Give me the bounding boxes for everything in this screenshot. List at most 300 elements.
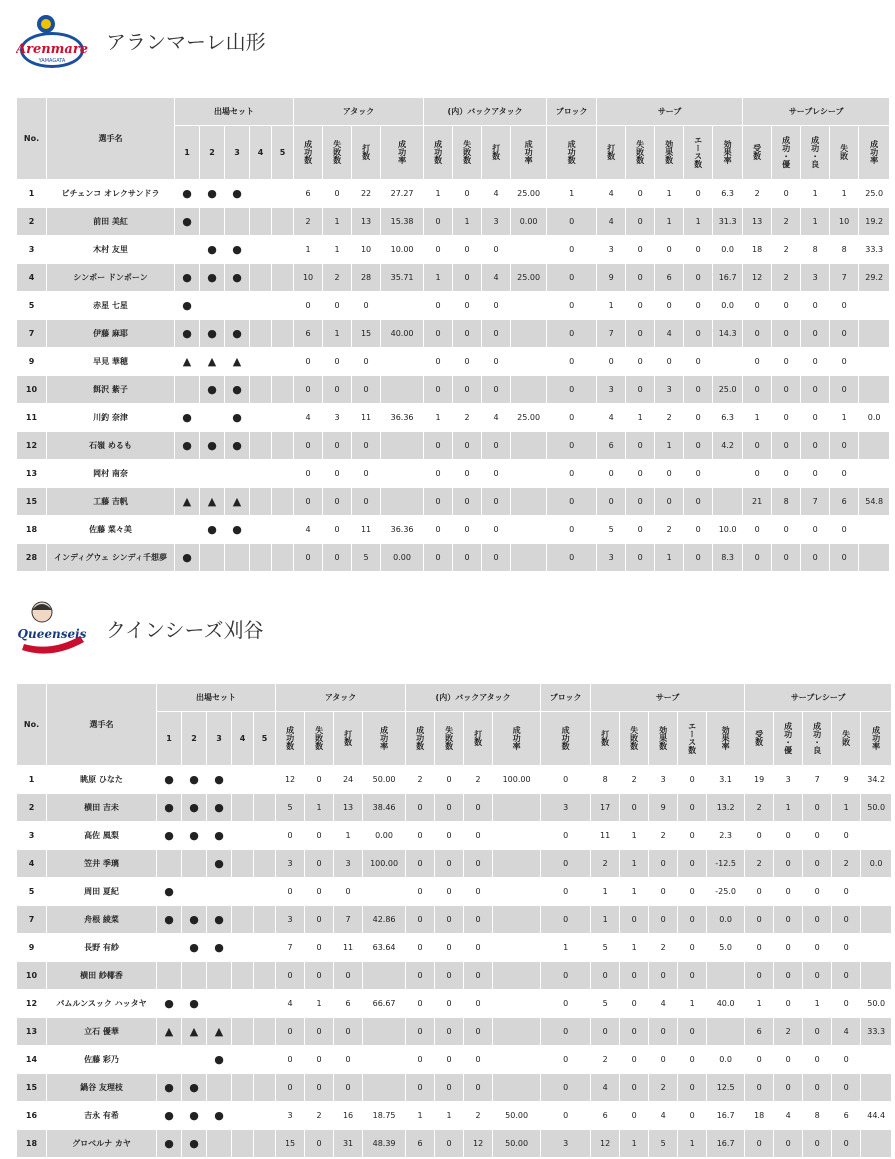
player-number: 10 [17, 962, 47, 990]
attack-cell: 4 [294, 516, 323, 544]
serve-cell: 0 [678, 822, 707, 850]
set-mark: ● [207, 1102, 232, 1130]
attack-cell: 1 [334, 822, 363, 850]
serve-cell: 12 [591, 1130, 620, 1158]
set-mark [250, 516, 272, 544]
player-name: 横田 紗椰香 [47, 962, 157, 990]
player-number: 14 [17, 1046, 47, 1074]
set-mark [225, 292, 250, 320]
receive-cell: 0 [803, 1074, 832, 1102]
set-mark [250, 180, 272, 208]
receive-cell [859, 460, 890, 488]
serve-cell: 0 [684, 404, 713, 432]
receive-cell: 19 [745, 766, 774, 794]
header-stat-label: 打数 [491, 143, 501, 160]
attack-cell: 0 [334, 1018, 363, 1046]
header-group: アタック [294, 98, 424, 126]
set-mark: ● [200, 516, 225, 544]
player-number: 3 [17, 236, 47, 264]
set-mark: ● [175, 180, 200, 208]
set-mark [250, 488, 272, 516]
attack-cell: 6 [294, 180, 323, 208]
serve-cell: 4 [649, 1102, 678, 1130]
receive-cell: 0 [745, 1074, 774, 1102]
set-mark: ● [175, 544, 200, 572]
receive-cell: 0 [774, 1074, 803, 1102]
attack-cell: 15 [352, 320, 381, 348]
receive-cell: 0 [745, 962, 774, 990]
receive-cell [861, 822, 892, 850]
header-set: 5 [272, 126, 294, 180]
attack-cell: 0 [352, 432, 381, 460]
serve-cell: 6 [655, 264, 684, 292]
header-stat [493, 712, 541, 766]
receive-cell: 34.2 [861, 766, 892, 794]
serve-cell: 0 [684, 488, 713, 516]
set-mark [232, 850, 254, 878]
header-group: ブロック [541, 684, 591, 712]
serve-cell: 6.3 [713, 180, 743, 208]
table-row [17, 878, 892, 906]
attack-cell: 0 [294, 376, 323, 404]
player-number: 5 [17, 878, 47, 906]
back-cell: 0 [464, 990, 493, 1018]
attack-cell: 0 [323, 348, 352, 376]
serve-cell: 0 [655, 488, 684, 516]
serve-cell: 2 [620, 766, 649, 794]
serve-cell: 3 [597, 544, 626, 572]
set-mark: ● [225, 264, 250, 292]
attack-cell: 3 [276, 850, 305, 878]
set-mark [175, 236, 200, 264]
attack-cell [381, 348, 424, 376]
serve-cell: 1 [597, 292, 626, 320]
serve-cell: 1 [620, 850, 649, 878]
attack-cell [363, 962, 406, 990]
receive-cell: 0 [803, 906, 832, 934]
back-cell [493, 878, 541, 906]
table-row [17, 544, 890, 572]
set-mark [250, 320, 272, 348]
set-mark [254, 906, 276, 934]
serve-cell: 0 [626, 208, 655, 236]
set-mark: ● [207, 934, 232, 962]
header-stat [861, 712, 892, 766]
header-group: サーブ [591, 684, 745, 712]
set-mark: ● [225, 320, 250, 348]
back-cell: 0 [453, 180, 482, 208]
header-stat-label: 成功・優 [781, 135, 791, 168]
block-cell: 0 [541, 906, 591, 934]
header-stat [305, 712, 334, 766]
receive-cell: 0 [772, 348, 801, 376]
back-cell: 0 [464, 1074, 493, 1102]
attack-cell: 0 [305, 766, 334, 794]
set-mark: ● [200, 320, 225, 348]
header-stat-label: 成功数 [567, 139, 577, 164]
receive-cell: 0 [772, 432, 801, 460]
attack-cell: 6 [294, 320, 323, 348]
back-cell: 0 [424, 544, 453, 572]
attack-cell: 2 [323, 264, 352, 292]
player-name: 長野 有紗 [47, 934, 157, 962]
serve-cell [707, 1018, 745, 1046]
attack-cell: 2 [305, 1102, 334, 1130]
attack-cell: 11 [352, 516, 381, 544]
header-stat-label: 効果数 [664, 139, 674, 164]
header-stat [684, 126, 713, 180]
set-mark [232, 990, 254, 1018]
back-cell: 0 [482, 432, 511, 460]
set-mark: ● [175, 264, 200, 292]
back-cell: 0 [406, 1074, 435, 1102]
attack-cell: 0 [294, 348, 323, 376]
table-row [17, 516, 890, 544]
serve-cell: 12.5 [707, 1074, 745, 1102]
receive-cell: 1 [832, 794, 861, 822]
back-cell: 0.00 [511, 208, 547, 236]
player-name: 伊藤 麻耶 [47, 320, 175, 348]
set-mark: ● [157, 878, 182, 906]
table-row [17, 850, 892, 878]
serve-cell: 5.0 [707, 934, 745, 962]
serve-cell: 0 [684, 376, 713, 404]
player-name: 佐藤 彩乃 [47, 1046, 157, 1074]
player-number: 13 [17, 1018, 47, 1046]
serve-cell: 3 [597, 376, 626, 404]
serve-cell: 2 [591, 850, 620, 878]
serve-cell: 0 [678, 850, 707, 878]
receive-cell: 6 [745, 1018, 774, 1046]
receive-cell: 0 [832, 1130, 861, 1158]
serve-cell: 4 [597, 404, 626, 432]
serve-cell: 0 [684, 320, 713, 348]
block-cell: 0 [541, 1046, 591, 1074]
set-mark: ● [182, 934, 207, 962]
set-mark: ● [225, 180, 250, 208]
attack-cell: 48.39 [363, 1130, 406, 1158]
serve-cell [713, 460, 743, 488]
set-mark [207, 1130, 232, 1158]
serve-cell: 0 [678, 934, 707, 962]
set-mark [250, 404, 272, 432]
attack-cell: 0 [323, 432, 352, 460]
attack-cell: 4 [276, 990, 305, 1018]
back-cell: 0 [464, 850, 493, 878]
receive-cell: 0 [774, 990, 803, 1018]
receive-cell: 1 [803, 990, 832, 1018]
header-group: アタック [276, 684, 406, 712]
stats-table [16, 97, 890, 572]
header-stat [424, 126, 453, 180]
set-mark [232, 962, 254, 990]
serve-cell: 1 [620, 878, 649, 906]
block-cell: 3 [541, 1130, 591, 1158]
serve-cell: 13.2 [707, 794, 745, 822]
serve-cell: 0 [626, 320, 655, 348]
player-number: 2 [17, 794, 47, 822]
player-number: 1 [17, 766, 47, 794]
player-number: 3 [17, 822, 47, 850]
attack-cell: 0 [323, 180, 352, 208]
attack-cell: 0 [305, 1074, 334, 1102]
player-name: 眺原 ひなた [47, 766, 157, 794]
back-cell: 0 [482, 320, 511, 348]
set-mark [157, 962, 182, 990]
serve-cell: 1 [655, 208, 684, 236]
back-cell: 0 [424, 516, 453, 544]
attack-cell: 6 [334, 990, 363, 1018]
back-cell [511, 516, 547, 544]
set-mark [272, 320, 294, 348]
set-mark [254, 878, 276, 906]
set-mark: ● [200, 236, 225, 264]
receive-cell: 0 [801, 292, 830, 320]
set-mark [272, 488, 294, 516]
attack-cell: 16 [334, 1102, 363, 1130]
set-mark: ● [182, 766, 207, 794]
set-mark: ● [200, 432, 225, 460]
set-mark: ● [175, 432, 200, 460]
block-cell: 0 [541, 1074, 591, 1102]
attack-cell: 7 [276, 934, 305, 962]
set-mark [225, 208, 250, 236]
attack-cell: 50.00 [363, 766, 406, 794]
back-cell: 0 [453, 292, 482, 320]
player-name: 岡村 南奈 [47, 460, 175, 488]
table-row [17, 460, 890, 488]
serve-cell: 1 [591, 878, 620, 906]
set-mark [225, 544, 250, 572]
header-group: (内）バックアタック [406, 684, 541, 712]
header-stat [745, 712, 774, 766]
serve-cell: 0 [620, 962, 649, 990]
set-mark [157, 934, 182, 962]
block-cell: 0 [547, 460, 597, 488]
player-number: 12 [17, 432, 47, 460]
header-stat [591, 712, 620, 766]
receive-cell [859, 544, 890, 572]
receive-cell: 9 [832, 766, 861, 794]
player-number: 15 [17, 488, 47, 516]
back-cell: 0 [424, 236, 453, 264]
back-cell: 0 [435, 934, 464, 962]
back-cell: 0 [482, 376, 511, 404]
header-stat-label: 打数 [606, 143, 616, 160]
receive-cell: 8 [772, 488, 801, 516]
serve-cell: 4 [591, 1074, 620, 1102]
back-cell: 3 [482, 208, 511, 236]
block-cell: 1 [541, 934, 591, 962]
serve-cell: 1 [626, 404, 655, 432]
receive-cell: 0 [774, 878, 803, 906]
back-cell: 0 [435, 1130, 464, 1158]
back-cell: 0 [424, 320, 453, 348]
attack-cell: 66.67 [363, 990, 406, 1018]
player-number: 9 [17, 934, 47, 962]
header-stat-label: 成功数 [285, 725, 295, 750]
serve-cell: 2 [649, 822, 678, 850]
block-cell: 0 [547, 236, 597, 264]
block-cell: 0 [547, 264, 597, 292]
table-row [17, 822, 892, 850]
receive-cell: 0 [745, 1046, 774, 1074]
receive-cell [859, 348, 890, 376]
receive-cell: 0 [772, 180, 801, 208]
set-mark [232, 1130, 254, 1158]
set-mark: ● [207, 822, 232, 850]
table-row [17, 1018, 892, 1046]
receive-cell: 0 [745, 822, 774, 850]
set-mark [254, 1046, 276, 1074]
back-cell: 1 [453, 208, 482, 236]
header-no: No. [17, 684, 47, 766]
set-mark [232, 1046, 254, 1074]
attack-cell: 0 [305, 822, 334, 850]
attack-cell [381, 376, 424, 404]
receive-cell: 0 [772, 516, 801, 544]
header-stat-label: 失敗数 [462, 139, 472, 164]
header-name: 選手名 [47, 684, 157, 766]
header-stat-label: 打数 [473, 729, 483, 746]
header-stat [772, 126, 801, 180]
player-number: 12 [17, 990, 47, 1018]
back-cell [493, 850, 541, 878]
header-stat [832, 712, 861, 766]
receive-cell: 19.2 [859, 208, 890, 236]
serve-cell: 3 [597, 236, 626, 264]
receive-cell: 2 [743, 180, 772, 208]
set-mark [175, 376, 200, 404]
receive-cell: 0 [803, 1130, 832, 1158]
receive-cell: 54.8 [859, 488, 890, 516]
attack-cell: 3 [276, 906, 305, 934]
table-row [17, 794, 892, 822]
back-cell: 0 [435, 794, 464, 822]
receive-cell [859, 292, 890, 320]
back-cell: 0 [406, 878, 435, 906]
serve-cell: 0 [626, 180, 655, 208]
set-mark [272, 376, 294, 404]
back-cell: 0 [453, 432, 482, 460]
receive-cell: 0 [774, 934, 803, 962]
serve-cell: 0 [655, 292, 684, 320]
serve-cell: 1 [684, 208, 713, 236]
set-mark [200, 292, 225, 320]
header-stat-label: 打数 [361, 143, 371, 160]
player-name: 工藤 吉帆 [47, 488, 175, 516]
back-cell: 0 [482, 348, 511, 376]
back-cell [511, 432, 547, 460]
attack-cell: 38.46 [363, 794, 406, 822]
block-cell: 0 [547, 544, 597, 572]
serve-cell: -12.5 [707, 850, 745, 878]
table-row [17, 404, 890, 432]
set-mark [254, 1130, 276, 1158]
header-set: 4 [250, 126, 272, 180]
set-mark: ● [225, 432, 250, 460]
header-stat-label: 成功数 [433, 139, 443, 164]
header-stat [511, 126, 547, 180]
receive-cell: 0 [745, 934, 774, 962]
back-cell: 0 [453, 320, 482, 348]
set-mark [232, 878, 254, 906]
player-name: 川釣 奈津 [47, 404, 175, 432]
set-mark: ● [200, 264, 225, 292]
receive-cell: 0 [772, 404, 801, 432]
serve-cell: 8.3 [713, 544, 743, 572]
receive-cell: 13 [743, 208, 772, 236]
serve-cell: 0 [678, 1046, 707, 1074]
receive-cell: 0 [743, 376, 772, 404]
attack-cell: 24 [334, 766, 363, 794]
back-cell: 50.00 [493, 1130, 541, 1158]
attack-cell: 13 [334, 794, 363, 822]
receive-cell: 0 [774, 822, 803, 850]
back-cell: 0 [435, 1046, 464, 1074]
player-name: 早見 華穂 [47, 348, 175, 376]
set-mark: ▲ [225, 488, 250, 516]
serve-cell: 0 [626, 516, 655, 544]
serve-cell: 1 [655, 544, 684, 572]
back-cell: 100.00 [493, 766, 541, 794]
set-mark: ▲ [175, 488, 200, 516]
serve-cell: 0 [626, 236, 655, 264]
header-stat-label: 成功・優 [783, 721, 793, 754]
set-mark [232, 766, 254, 794]
back-cell [511, 544, 547, 572]
player-name: 石嶺 めるも [47, 432, 175, 460]
back-cell: 0 [482, 488, 511, 516]
back-cell: 0 [453, 264, 482, 292]
serve-cell: 0 [649, 962, 678, 990]
header-stat-label: 成功率 [524, 139, 534, 164]
player-number: 1 [17, 180, 47, 208]
serve-cell: 0 [684, 180, 713, 208]
receive-cell: 0.0 [861, 850, 892, 878]
set-mark [250, 236, 272, 264]
receive-cell: 1 [830, 180, 859, 208]
receive-cell: 0 [832, 962, 861, 990]
back-cell: 0 [453, 516, 482, 544]
back-cell: 1 [435, 1102, 464, 1130]
attack-cell: 15.38 [381, 208, 424, 236]
attack-cell: 0 [334, 878, 363, 906]
back-cell: 0 [435, 990, 464, 1018]
serve-cell: 0 [678, 1074, 707, 1102]
block-cell: 0 [541, 822, 591, 850]
serve-cell: 1 [655, 432, 684, 460]
serve-cell: 0 [620, 1074, 649, 1102]
attack-cell [381, 292, 424, 320]
serve-cell: 3 [655, 376, 684, 404]
back-cell: 0 [424, 488, 453, 516]
set-mark [182, 878, 207, 906]
back-cell [511, 292, 547, 320]
back-cell: 0 [435, 1074, 464, 1102]
header-set: 2 [182, 712, 207, 766]
receive-cell: 8 [801, 236, 830, 264]
back-cell: 1 [424, 264, 453, 292]
receive-cell: 1 [830, 404, 859, 432]
set-mark: ● [157, 990, 182, 1018]
header-stat-label: 成功数 [561, 725, 571, 750]
set-mark [250, 376, 272, 404]
receive-cell: 2 [772, 264, 801, 292]
set-mark [272, 460, 294, 488]
serve-cell: 40.0 [707, 990, 745, 1018]
serve-cell: 4.2 [713, 432, 743, 460]
